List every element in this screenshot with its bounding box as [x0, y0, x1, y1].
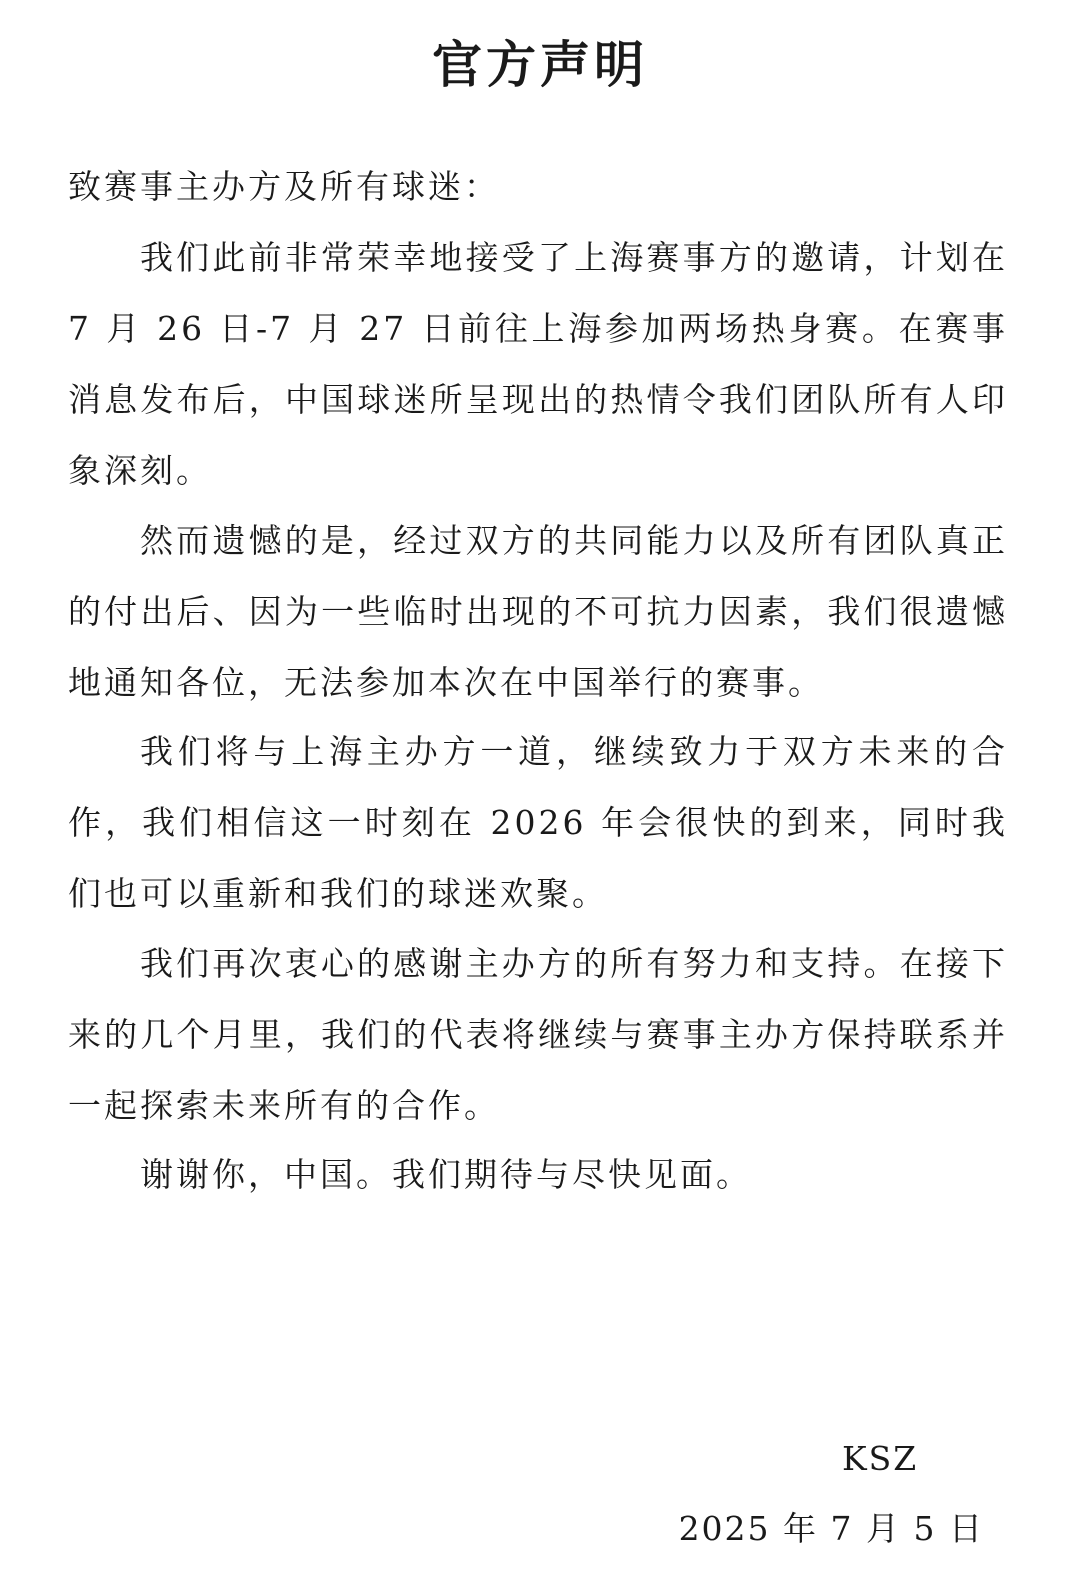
- paragraph-closing: 谢谢你，中国。我们期待与尽快见面。: [140, 1155, 752, 1194]
- statement-date: 2025 年 7 月 5 日: [678, 1509, 984, 1548]
- salutation: 致赛事主办方及所有球迷：: [68, 167, 500, 206]
- paragraph-cancellation: 然而遗憾的是，经过双方的共同能力以及所有团队真正的付出后、因为一些临时出现的不可抗力因素，我们很遗憾地通知各位，无法参加本次在中国举行的赛事。: [68, 521, 1008, 702]
- paragraph-future-cooperation: 我们将与上海主办方一道，继续致力于双方未来的合作，我们相信这一时刻在 2026 年会很快的到来，同时我们也可以重新和我们的球迷欢聚。: [68, 732, 1008, 913]
- paragraph-thanks: 我们再次衷心的感谢主办方的所有努力和支持。在接下来的几个月里，我们的代表将继续与赛事主办方保持联系并一起探索未来所有的合作。: [68, 944, 1008, 1125]
- paragraph-invitation: 我们此前非常荣幸地接受了上海赛事方的邀请，计划在7 月 26 日-7 月 27 日前往上海参加两场热身赛。在赛事消息发布后，中国球迷所呈现出的热情令我们团队所有人印象深刻。: [68, 238, 1008, 490]
- signer: KSZ: [842, 1439, 919, 1478]
- document-title: 官方声明: [432, 36, 648, 94]
